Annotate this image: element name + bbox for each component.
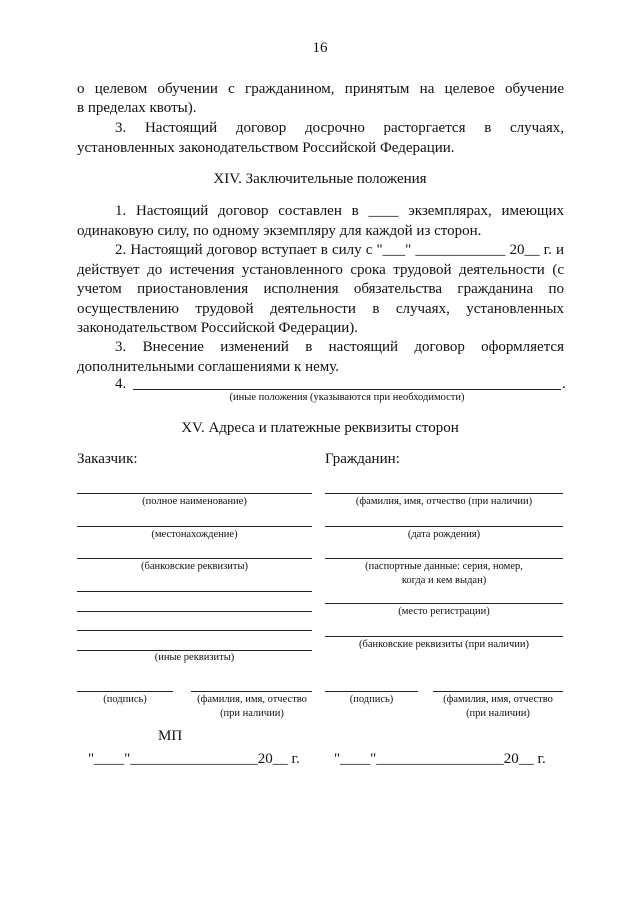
citizen-registration-caption: (место регистрации) <box>398 606 490 617</box>
citizen-bank-caption: (банковские реквизиты (при наличии) <box>359 639 529 650</box>
citizen-passport-line <box>325 558 563 559</box>
customer-bank-line <box>77 558 312 559</box>
item3-line-2: установленных законодательством Российской Федерации. <box>77 140 455 156</box>
citizen-birth-caption: (дата рождения) <box>407 529 481 540</box>
customer-other-caption: (иные реквизиты) <box>154 652 235 663</box>
customer-name-line <box>77 493 312 494</box>
citizen-fio-caption: (фамилия, имя, отчество (при наличии) <box>355 496 533 507</box>
citizen-fio-line <box>325 493 563 494</box>
citizen-bank-line <box>325 636 563 637</box>
citizen-birth-line <box>325 526 563 527</box>
customer-fio-line <box>191 691 312 692</box>
item-4-period: . <box>562 376 566 392</box>
section14-item-4-number: 4. <box>115 376 127 392</box>
section-14-title: XIV. Заключительные положения <box>213 171 427 187</box>
citizen-title: Гражданин: <box>325 451 400 467</box>
item-4-fill-line <box>133 389 561 390</box>
customer-blank-line-2 <box>77 611 312 612</box>
citizen-signature-line <box>325 691 418 692</box>
intro-line-1: о целевом обучении с гражданином, принятым на целевое обучение <box>77 81 564 97</box>
section14-para-3: 3. Внесение изменений в настоящий договор оформляется дополнительными соглашениями к нему. <box>77 339 564 375</box>
customer-blank-line-3 <box>77 630 312 631</box>
customer-date: "____"_________________20__ г. <box>88 751 300 767</box>
customer-signature-line <box>77 691 173 692</box>
customer-location-caption: (местонахождение) <box>151 529 238 540</box>
customer-blank-line-1 <box>77 591 312 592</box>
customer-name-caption: (полное наименование) <box>142 496 247 507</box>
citizen-signature-caption: (подпись) <box>349 694 394 705</box>
citizen-registration-line <box>325 603 563 604</box>
customer-bank-caption: (банковские реквизиты) <box>141 561 248 572</box>
citizen-date: "____"_________________20__ г. <box>334 751 546 767</box>
section-15-title: XV. Адреса и платежные реквизиты сторон <box>181 420 459 436</box>
customer-signature-caption: (подпись) <box>103 694 147 705</box>
customer-location-line <box>77 526 312 527</box>
citizen-passport-caption: (паспортные данные: серия, номер, когда и кем выдан) <box>365 561 523 586</box>
citizen-fio2-caption: (фамилия, имя, отчество (при наличии) <box>443 694 553 719</box>
section14-para-1: 1. Настоящий договор составлен в ____ экземплярах, имеющих одинаковую силу, по одному экземпляру для каждой из сторон. <box>77 203 564 239</box>
item-4-caption: (иные положения (указываются при необходимости) <box>229 392 465 403</box>
citizen-fio2-line <box>433 691 563 692</box>
item3-line-1: 3. Настоящий договор досрочно расторгается в случаях, <box>115 120 564 136</box>
page-number: 16 <box>312 40 328 56</box>
intro-line-2: в пределах квоты). <box>77 100 197 116</box>
stamp-label: МП <box>158 728 183 744</box>
customer-title: Заказчик: <box>77 451 138 467</box>
customer-fio-caption: (фамилия, имя, отчество (при наличии) <box>197 694 307 719</box>
section14-para-2: 2. Настоящий договор вступает в силу с "___" ____________ 20__ г. и действует до истечения установленного срока трудовой деятельности (с учетом приостановления исполнения обязательства гражданина по осуществлению трудовой деятельности в случаях, установленных законодательством Российской Федерации). <box>77 242 564 336</box>
